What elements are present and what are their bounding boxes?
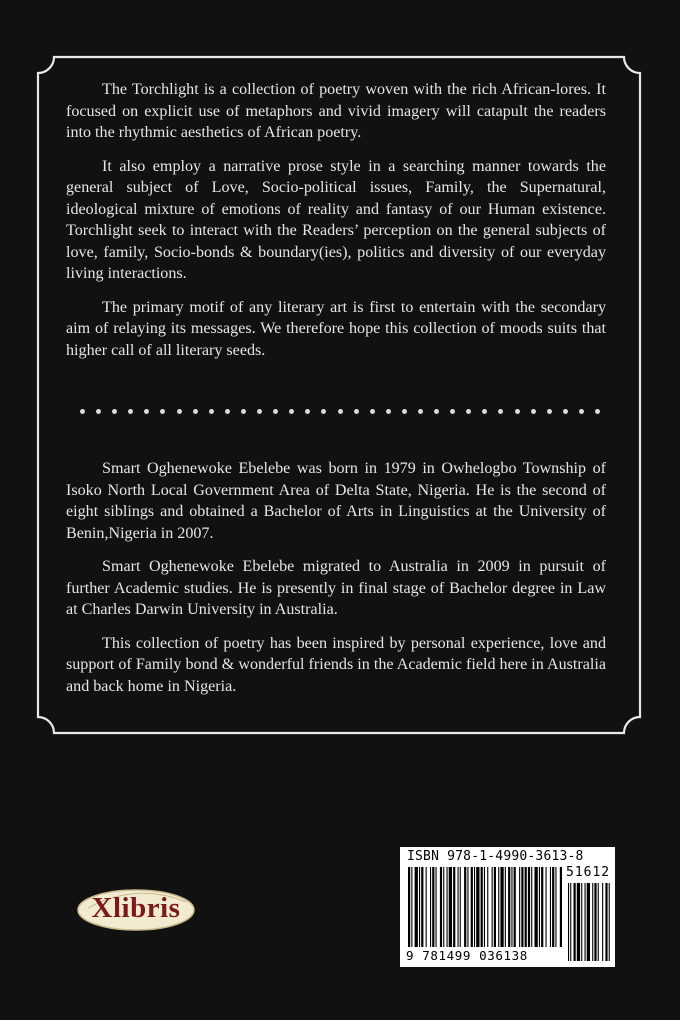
divider-dot	[193, 409, 198, 414]
dotted-divider	[80, 409, 600, 417]
barcode-bar	[476, 867, 479, 947]
divider-dot	[466, 409, 471, 414]
divider-dot	[418, 409, 423, 414]
barcode-bar	[531, 867, 532, 947]
barcode-bar	[535, 867, 538, 947]
barcode-bar	[411, 867, 412, 947]
divider-dot	[563, 409, 568, 414]
barcode-bar	[458, 867, 459, 947]
barcode-bar	[541, 867, 543, 947]
divider-dot	[80, 409, 85, 414]
divider-dot	[160, 409, 165, 414]
addon-bar	[581, 883, 582, 961]
barcode-bar	[494, 867, 496, 947]
logo-text: Xlibris	[91, 892, 181, 924]
addon-bar	[568, 883, 569, 961]
barcode-bar	[555, 867, 556, 947]
divider-dot	[531, 409, 536, 414]
barcode-bar	[447, 867, 448, 947]
author-bio	[66, 458, 606, 709]
barcode-bar	[528, 867, 530, 947]
addon-bar	[592, 883, 593, 961]
publisher-logo	[74, 882, 198, 936]
divider-dot	[338, 409, 343, 414]
barcode-bar	[487, 867, 488, 947]
barcode-bar	[436, 867, 437, 947]
barcode-bar	[505, 867, 506, 947]
barcode-bar	[508, 867, 510, 947]
book-blurb	[66, 79, 606, 373]
divider-dot	[595, 409, 600, 414]
barcode-bar	[474, 867, 475, 947]
barcode-bar	[408, 867, 410, 947]
addon-bar	[587, 883, 590, 961]
barcode-bar	[525, 867, 527, 947]
divider-dot	[498, 409, 503, 414]
barcode-bar	[521, 867, 523, 947]
barcode-bar	[552, 867, 554, 947]
divider-dot	[547, 409, 552, 414]
addon-bar	[605, 883, 607, 961]
bio-paragraph-2: Smart Oghenewoke Ebelebe migrated to Australia in 2009 in pursuit of further Academic studies. He is presently in final stage of Bachelor degree in Law at Charles Darwin University in Australia.	[66, 558, 606, 618]
addon-bar	[585, 883, 586, 961]
barcode-bar	[432, 867, 434, 947]
divider-dot	[434, 409, 439, 414]
divider-dot	[450, 409, 455, 414]
addon-bar	[602, 883, 603, 961]
addon-bar	[570, 883, 571, 961]
barcode-bar	[449, 867, 452, 947]
barcode-bar	[440, 867, 442, 947]
barcode-bar	[415, 867, 418, 947]
barcode-bar	[430, 867, 431, 947]
divider-dot	[96, 409, 101, 414]
divider-dot	[354, 409, 359, 414]
barcode-bar	[550, 867, 551, 947]
barcode-bar	[492, 867, 493, 947]
divider-dot	[177, 409, 182, 414]
bio-paragraph-1: Smart Oghenewoke Ebelebe was born in 1979 in Owhelogbo Township of Isoko North Local Government Area of Delta State, Nigeria. He is the second of eight siblings and obtained a Bachelor of Arts in Linguistics at the University of Benin,Nigeria in 2007.	[66, 460, 606, 542]
barcode-bar	[484, 867, 485, 947]
addon-bar	[609, 883, 610, 961]
isbn-label: ISBN 978-1-4990-3613-8	[407, 849, 584, 864]
barcode-bar	[519, 867, 520, 947]
blurb-paragraph-2: It also employ a narrative prose style in a searching manner towards the general subject of Love, Socio-political issues, Family, the Supernatural, ideological mixture of emotions of reality and fantasy of our Human existence. Torchlight seek to interact with the Readers’ perception on the general subjects of love, family, Socio-bonds & boundary(ies), politics and diversity of our everyday living interactions.	[66, 157, 606, 282]
barcode-bar	[481, 867, 483, 947]
divider-dot	[579, 409, 584, 414]
divider-dot	[225, 409, 230, 414]
barcode-bar	[539, 867, 540, 947]
divider-dot	[386, 409, 391, 414]
barcode-bar	[460, 867, 461, 947]
divider-dot	[321, 409, 326, 414]
divider-dot	[144, 409, 149, 414]
bio-paragraph-3: This collection of poetry has been inspired by personal experience, love and support of Family bond & wonderful friends in the Academic field here in Australia and back home in Nigeria.	[66, 634, 606, 695]
divider-dot	[209, 409, 214, 414]
barcode-bar	[419, 867, 420, 947]
divider-dot	[241, 409, 246, 414]
divider-dot	[273, 409, 278, 414]
barcode-bar	[498, 867, 499, 947]
barcode-bar	[464, 867, 466, 947]
divider-dot	[112, 409, 117, 414]
barcode-bar	[467, 867, 468, 947]
addon-bar	[594, 883, 596, 961]
divider-dot	[402, 409, 407, 414]
divider-dot	[482, 409, 487, 414]
blurb-paragraph-3: The primary motif of any literary art is first to entertain with the secondary aim of relaying its messages. We therefore hope this collection of moods suits that higher call of all literary seeds.	[66, 298, 606, 359]
addon-code: 51612	[566, 865, 611, 880]
barcode-bar	[560, 867, 562, 947]
barcode-bar	[500, 867, 503, 947]
divider-dot	[305, 409, 310, 414]
divider-dot	[257, 409, 262, 414]
divider-dot	[370, 409, 375, 414]
divider-dot	[515, 409, 520, 414]
ean-digits: 9 781499 036138	[406, 948, 528, 963]
barcode-bar	[421, 867, 423, 947]
addon-bar	[577, 883, 580, 961]
addon-bar	[598, 883, 599, 961]
barcode-bar	[426, 867, 427, 947]
blurb-paragraph-1: The Torchlight is a collection of poetry woven with the rich African-lores. It focused on explicit use of metaphors and vivid imagery will catapult the readers into the rhythmic aesthetics of African poetry.	[66, 81, 606, 141]
barcode-bar	[471, 867, 473, 947]
barcode-bar	[546, 867, 547, 947]
barcode-bar	[443, 867, 444, 947]
barcode-bar	[514, 867, 516, 947]
addon-bar	[574, 883, 576, 961]
barcode-bar	[511, 867, 512, 947]
barcode-bar	[453, 867, 455, 947]
divider-dot	[128, 409, 133, 414]
isbn-barcode	[400, 847, 615, 967]
divider-dot	[289, 409, 294, 414]
